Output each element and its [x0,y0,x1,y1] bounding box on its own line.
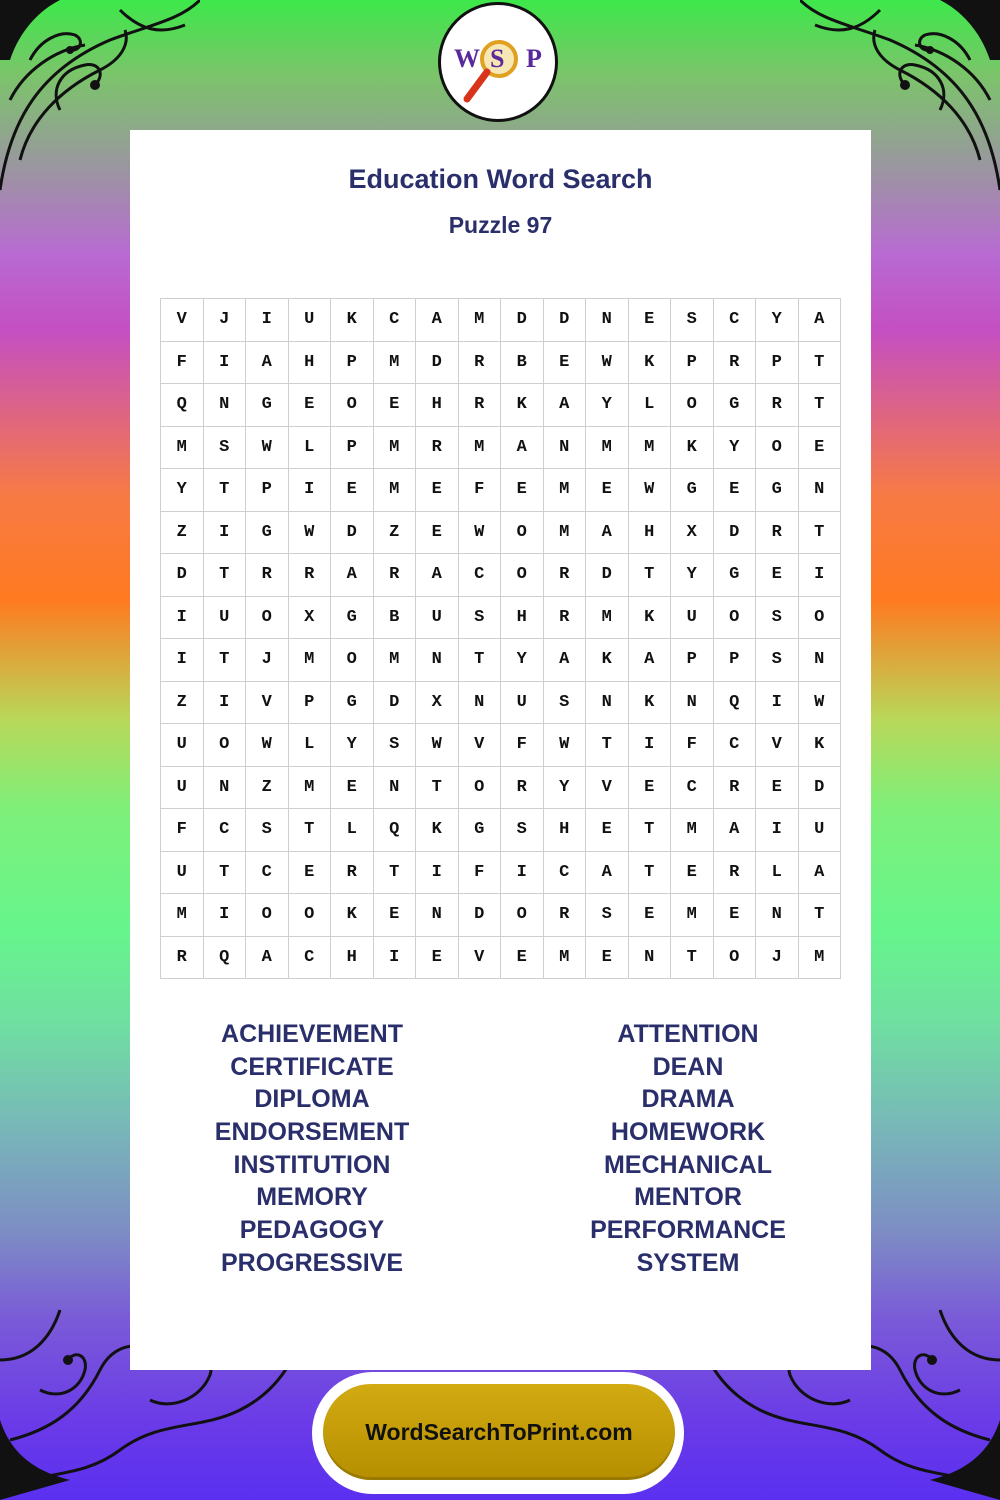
grid-cell[interactable]: I [204,894,247,937]
word-list-item: DIPLOMA [254,1085,370,1114]
grid-cell[interactable]: P [756,342,799,385]
grid-cell[interactable]: N [799,639,842,682]
grid-cell[interactable]: P [246,469,289,512]
grid-cell[interactable]: A [799,299,842,342]
grid-cell[interactable]: I [416,852,459,895]
grid-cell[interactable]: E [586,809,629,852]
grid-cell[interactable]: T [629,809,672,852]
grid-cell[interactable]: N [586,299,629,342]
grid-cell[interactable]: Z [161,512,204,555]
grid-cell[interactable]: G [714,554,757,597]
grid-cell[interactable]: R [544,554,587,597]
grid-cell[interactable]: S [459,597,502,640]
grid-cell[interactable]: N [374,767,417,810]
grid-cell[interactable]: H [629,512,672,555]
grid-cell[interactable]: T [416,767,459,810]
grid-cell[interactable]: M [671,894,714,937]
grid-cell[interactable]: K [331,299,374,342]
grid-cell[interactable]: Y [756,299,799,342]
grid-cell[interactable]: M [586,597,629,640]
grid-cell[interactable]: E [629,299,672,342]
grid-cell[interactable]: K [586,639,629,682]
grid-cell[interactable]: E [416,512,459,555]
grid-cell[interactable]: O [756,427,799,470]
grid-cell[interactable]: R [246,554,289,597]
grid-cell[interactable]: I [161,639,204,682]
grid-cell[interactable]: F [161,809,204,852]
grid-cell[interactable]: L [289,724,332,767]
grid-cell[interactable]: G [331,597,374,640]
grid-cell[interactable]: C [459,554,502,597]
word-list-item: PROGRESSIVE [221,1248,403,1277]
grid-cell[interactable]: M [374,639,417,682]
grid-cell[interactable]: W [799,682,842,725]
grid-cell[interactable]: V [756,724,799,767]
grid-cell[interactable]: M [289,767,332,810]
grid-cell[interactable]: O [331,639,374,682]
grid-cell[interactable]: E [756,767,799,810]
grid-cell[interactable]: R [374,554,417,597]
grid-cell[interactable]: E [629,894,672,937]
grid-cell[interactable]: T [586,724,629,767]
grid-cell[interactable]: H [331,937,374,980]
grid-cell[interactable]: A [586,852,629,895]
grid-cell[interactable]: R [459,342,502,385]
grid-cell[interactable]: R [544,597,587,640]
grid-cell[interactable]: S [544,682,587,725]
word-list-item: SYSTEM [636,1248,740,1277]
grid-cell[interactable]: M [544,469,587,512]
grid-cell[interactable]: Y [671,554,714,597]
grid-cell[interactable]: U [671,597,714,640]
grid-cell[interactable]: E [629,767,672,810]
grid-cell[interactable]: F [459,469,502,512]
grid-cell[interactable]: C [374,299,417,342]
grid-cell[interactable]: T [799,342,842,385]
grid-cell[interactable]: P [289,682,332,725]
grid-cell[interactable]: U [204,597,247,640]
grid-cell[interactable]: M [459,299,502,342]
grid-cell[interactable]: M [161,427,204,470]
grid-cell[interactable]: T [799,384,842,427]
grid-cell[interactable]: K [629,597,672,640]
grid-cell[interactable]: S [501,809,544,852]
grid-cell[interactable]: L [629,384,672,427]
grid-cell[interactable]: N [204,384,247,427]
grid-cell[interactable]: S [671,299,714,342]
grid-cell[interactable]: I [799,554,842,597]
grid-cell[interactable]: N [416,639,459,682]
grid-cell[interactable]: Z [246,767,289,810]
grid-cell[interactable]: K [799,724,842,767]
grid-cell[interactable]: I [756,682,799,725]
grid-cell[interactable]: A [416,299,459,342]
grid-cell[interactable]: M [289,639,332,682]
word-list-item: MEMORY [256,1183,368,1212]
grid-cell[interactable]: I [374,937,417,980]
grid-cell[interactable]: C [246,852,289,895]
grid-cell[interactable]: N [799,469,842,512]
grid-cell[interactable]: F [671,724,714,767]
grid-cell[interactable]: B [374,597,417,640]
grid-cell[interactable]: S [586,894,629,937]
grid-cell[interactable]: N [629,937,672,980]
grid-cell[interactable]: X [671,512,714,555]
grid-cell[interactable]: A [331,554,374,597]
grid-cell[interactable]: D [799,767,842,810]
grid-cell[interactable]: H [501,597,544,640]
word-list-item: MENTOR [634,1183,742,1212]
grid-cell[interactable]: E [544,342,587,385]
grid-cell[interactable]: P [331,427,374,470]
grid-cell[interactable]: M [671,809,714,852]
grid-cell[interactable]: U [501,682,544,725]
grid-cell[interactable]: B [501,342,544,385]
grid-cell[interactable]: A [629,639,672,682]
grid-cell[interactable]: E [799,427,842,470]
grid-cell[interactable]: K [331,894,374,937]
grid-cell[interactable]: M [374,342,417,385]
grid-cell[interactable]: U [416,597,459,640]
grid-cell[interactable]: Q [374,809,417,852]
word-list-item: CERTIFICATE [230,1052,394,1081]
grid-cell[interactable]: K [629,342,672,385]
logo-letter-w: W [454,44,480,73]
grid-cell[interactable]: E [714,469,757,512]
grid-cell[interactable]: O [799,597,842,640]
grid-cell[interactable]: T [204,554,247,597]
grid-cell[interactable]: E [289,852,332,895]
word-list-item: PERFORMANCE [590,1216,786,1245]
grid-cell[interactable]: P [671,639,714,682]
grid-cell[interactable]: J [756,937,799,980]
grid-cell[interactable]: W [246,724,289,767]
grid-cell[interactable]: C [289,937,332,980]
grid-cell[interactable]: S [374,724,417,767]
grid-cell[interactable]: P [671,342,714,385]
grid-cell[interactable]: M [586,427,629,470]
grid-cell[interactable]: E [374,894,417,937]
grid-cell[interactable]: N [586,682,629,725]
grid-cell[interactable]: D [416,342,459,385]
grid-cell[interactable]: A [799,852,842,895]
grid-cell[interactable]: T [799,894,842,937]
grid-cell[interactable]: T [459,639,502,682]
grid-cell[interactable]: W [586,342,629,385]
grid-cell[interactable]: K [501,384,544,427]
grid-cell[interactable]: N [671,682,714,725]
grid-cell[interactable]: T [204,469,247,512]
puzzle-subtitle: Puzzle 97 [448,212,553,238]
grid-cell[interactable]: R [501,767,544,810]
grid-cell[interactable]: S [756,597,799,640]
site-logo[interactable] [438,2,558,122]
grid-cell[interactable]: E [289,384,332,427]
grid-cell[interactable]: D [501,299,544,342]
grid-cell[interactable]: H [416,384,459,427]
grid-cell[interactable]: I [289,469,332,512]
grid-cell[interactable]: J [204,299,247,342]
grid-cell[interactable]: C [544,852,587,895]
grid-cell[interactable]: E [501,937,544,980]
grid-cell[interactable]: Y [161,469,204,512]
grid-cell[interactable]: C [714,299,757,342]
grid-cell[interactable]: P [714,639,757,682]
grid-cell[interactable]: V [161,299,204,342]
grid-cell[interactable]: D [714,512,757,555]
grid-cell[interactable]: O [246,894,289,937]
grid-cell[interactable]: S [756,639,799,682]
grid-cell[interactable]: R [714,767,757,810]
logo-letter-s: S [490,44,505,73]
word-list-item: INSTITUTION [233,1150,391,1179]
grid-cell[interactable]: M [629,427,672,470]
puzzle-title: Education Word Search [348,164,653,194]
grid-cell[interactable]: G [331,682,374,725]
grid-cell[interactable]: E [331,469,374,512]
grid-cell[interactable]: U [289,299,332,342]
grid-cell[interactable]: T [204,852,247,895]
word-list-item: MECHANICAL [603,1150,773,1179]
grid-cell[interactable]: L [331,809,374,852]
grid-cell[interactable]: G [246,384,289,427]
grid-cell[interactable]: S [246,809,289,852]
grid-cell[interactable]: C [714,724,757,767]
puzzle-panel [130,130,871,1370]
website-label: WordSearchToPrint.com [365,1418,633,1445]
grid-cell[interactable]: T [374,852,417,895]
grid-cell[interactable]: E [671,852,714,895]
grid-cell[interactable]: I [204,342,247,385]
grid-cell[interactable]: Y [714,427,757,470]
grid-cell[interactable]: L [289,427,332,470]
grid-cell[interactable]: A [246,937,289,980]
grid-cell[interactable]: R [289,554,332,597]
grid-cell[interactable]: O [331,384,374,427]
grid-cell[interactable]: H [289,342,332,385]
grid-cell[interactable]: M [161,894,204,937]
grid-cell[interactable]: J [246,639,289,682]
grid-cell[interactable]: M [374,469,417,512]
grid-cell[interactable]: R [756,384,799,427]
grid-cell[interactable]: O [501,512,544,555]
grid-cell[interactable]: D [544,299,587,342]
word-list-item: DEAN [652,1052,724,1081]
website-button[interactable] [323,1384,675,1480]
grid-cell[interactable]: N [756,894,799,937]
grid-cell[interactable]: E [331,767,374,810]
grid-cell[interactable]: D [459,894,502,937]
word-list-left [162,1018,462,1280]
grid-cell[interactable]: G [246,512,289,555]
grid-cell[interactable]: X [416,682,459,725]
grid-cell[interactable]: T [799,512,842,555]
grid-cell[interactable]: M [799,937,842,980]
grid-cell[interactable]: R [459,384,502,427]
word-list-item: ACHIEVEMENT [221,1020,403,1048]
grid-cell[interactable]: W [416,724,459,767]
grid-cell[interactable]: O [204,724,247,767]
grid-cell[interactable]: P [331,342,374,385]
word-list-item: ENDORSEMENT [214,1118,410,1147]
grid-cell[interactable]: O [671,384,714,427]
grid-cell[interactable]: W [459,512,502,555]
grid-cell[interactable]: R [161,937,204,980]
grid-cell[interactable]: A [544,384,587,427]
logo-letter-p: P [526,44,542,73]
grid-cell[interactable]: O [714,937,757,980]
grid-cell[interactable]: U [161,767,204,810]
grid-cell[interactable]: D [331,512,374,555]
grid-cell[interactable]: M [544,512,587,555]
grid-cell[interactable]: V [586,767,629,810]
grid-cell[interactable]: I [246,299,289,342]
grid-cell[interactable]: C [671,767,714,810]
grid-cell[interactable]: W [629,469,672,512]
grid-cell[interactable]: V [459,724,502,767]
grid-cell[interactable]: S [204,427,247,470]
grid-cell[interactable]: N [459,682,502,725]
grid-cell[interactable]: L [756,852,799,895]
grid-cell[interactable]: E [714,894,757,937]
grid-cell[interactable]: M [544,937,587,980]
grid-cell[interactable]: A [246,342,289,385]
grid-cell[interactable]: E [374,384,417,427]
grid-cell[interactable]: A [416,554,459,597]
grid-cell[interactable]: A [586,512,629,555]
grid-cell[interactable]: V [459,937,502,980]
grid-cell[interactable]: V [246,682,289,725]
grid-cell[interactable]: I [756,809,799,852]
grid-cell[interactable]: Y [501,639,544,682]
grid-cell[interactable]: D [586,554,629,597]
grid-cell[interactable]: Y [544,767,587,810]
grid-cell[interactable]: I [204,512,247,555]
word-list-right [538,1018,838,1280]
grid-cell[interactable]: G [671,469,714,512]
grid-cell[interactable]: F [501,724,544,767]
grid-cell[interactable]: T [629,852,672,895]
grid-cell[interactable]: O [459,767,502,810]
grid-cell[interactable]: O [501,554,544,597]
grid-cell[interactable]: R [756,512,799,555]
grid-cell[interactable]: U [799,809,842,852]
grid-cell[interactable]: O [289,894,332,937]
grid-cell[interactable]: X [289,597,332,640]
grid-cell[interactable]: G [714,384,757,427]
grid-cell[interactable]: T [204,639,247,682]
grid-cell[interactable]: W [246,427,289,470]
grid-cell[interactable]: T [671,937,714,980]
letter-grid [160,298,841,979]
grid-cell[interactable]: O [714,597,757,640]
grid-cell[interactable]: Y [586,384,629,427]
grid-cell[interactable]: E [416,937,459,980]
grid-cell[interactable]: R [714,342,757,385]
grid-cell[interactable]: W [289,512,332,555]
grid-cell[interactable]: G [459,809,502,852]
grid-cell[interactable]: E [501,469,544,512]
grid-cell[interactable]: D [161,554,204,597]
grid-cell[interactable]: N [416,894,459,937]
grid-cell[interactable]: I [161,597,204,640]
grid-cell[interactable]: A [714,809,757,852]
grid-cell[interactable]: I [501,852,544,895]
word-list-item: PEDAGOGY [239,1216,385,1245]
grid-cell[interactable]: K [629,682,672,725]
grid-cell[interactable]: O [246,597,289,640]
grid-cell[interactable]: T [629,554,672,597]
grid-cell[interactable]: Z [161,682,204,725]
grid-cell[interactable]: Q [714,682,757,725]
grid-cell[interactable]: K [671,427,714,470]
grid-cell[interactable]: I [629,724,672,767]
grid-cell[interactable]: Y [331,724,374,767]
grid-cell[interactable]: F [161,342,204,385]
grid-cell[interactable]: R [331,852,374,895]
grid-cell[interactable]: G [756,469,799,512]
grid-cell[interactable]: E [586,469,629,512]
grid-cell[interactable]: Q [161,384,204,427]
grid-cell[interactable]: R [416,427,459,470]
grid-cell[interactable]: H [544,809,587,852]
grid-cell[interactable]: O [501,894,544,937]
grid-cell[interactable]: R [544,894,587,937]
grid-cell[interactable]: Z [374,512,417,555]
grid-cell[interactable]: N [544,427,587,470]
grid-cell[interactable]: F [459,852,502,895]
grid-cell[interactable]: A [501,427,544,470]
grid-cell[interactable]: T [289,809,332,852]
grid-cell[interactable]: I [204,682,247,725]
grid-cell[interactable]: R [714,852,757,895]
grid-cell[interactable]: M [374,427,417,470]
grid-cell[interactable]: D [374,682,417,725]
grid-cell[interactable]: E [416,469,459,512]
grid-cell[interactable]: K [416,809,459,852]
grid-cell[interactable]: W [544,724,587,767]
grid-cell[interactable]: U [161,724,204,767]
grid-cell[interactable]: E [586,937,629,980]
word-list-item: HOMEWORK [610,1118,766,1147]
word-list-item: DRAMA [641,1085,735,1114]
grid-cell[interactable]: C [204,809,247,852]
word-list-item: ATTENTION [617,1020,759,1048]
grid-cell[interactable]: N [204,767,247,810]
grid-cell[interactable]: M [459,427,502,470]
grid-cell[interactable]: E [756,554,799,597]
grid-cell[interactable]: A [544,639,587,682]
grid-cell[interactable]: Q [204,937,247,980]
grid-cell[interactable]: U [161,852,204,895]
